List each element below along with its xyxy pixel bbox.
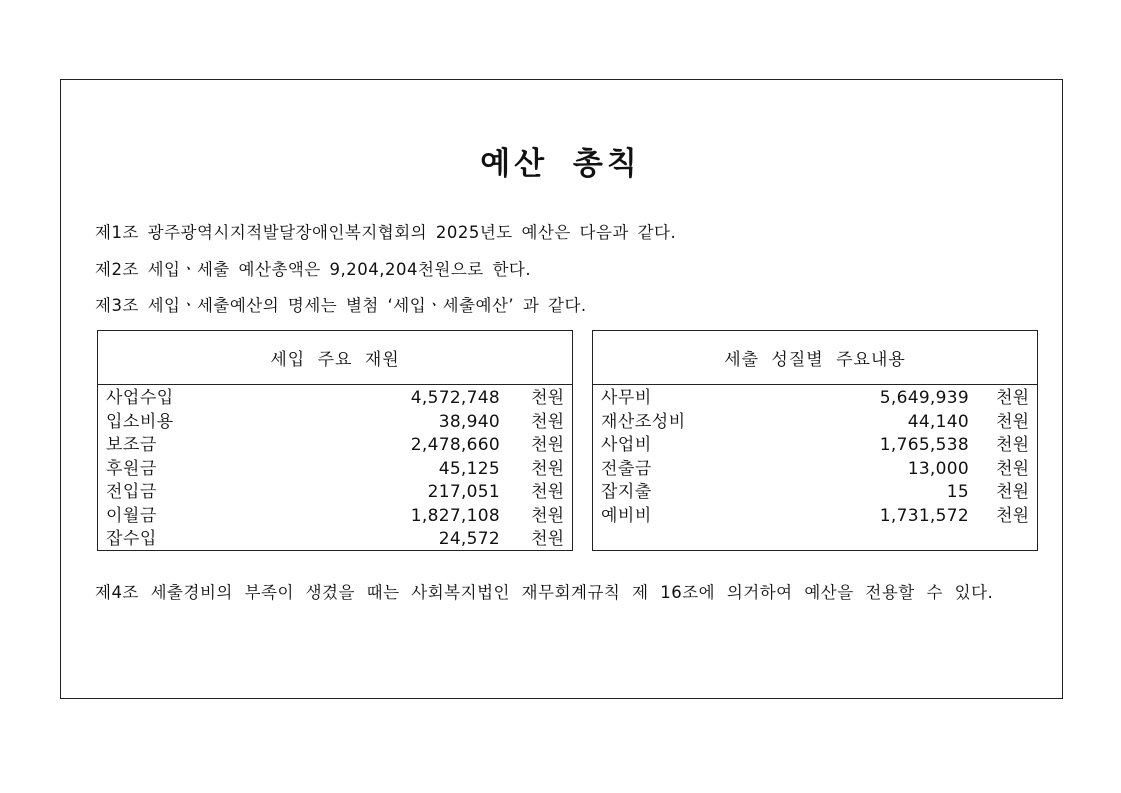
- article-3: 제3조 세입ㆍ세출예산의 명세는 별첨 ‘세입ㆍ세출예산’ 과 같다.: [95, 296, 587, 315]
- revenue-item-unit: 천원: [531, 388, 564, 408]
- table-row: [593, 411, 1037, 435]
- article-2: 제2조 세입ㆍ세출 예산총액은 9,204,204천원으로 한다.: [95, 260, 532, 279]
- expenditure-item-name: 예비비: [601, 505, 652, 526]
- revenue-item-name: 사업수입: [106, 388, 174, 408]
- expenditure-item-unit: 천원: [996, 411, 1029, 432]
- expenditure-item-name: 재산조성비: [601, 411, 686, 432]
- expenditure-item-amount: 44,140: [907, 411, 969, 432]
- expenditure-item-amount: 1,731,572: [879, 505, 969, 526]
- expenditure-item-unit: 천원: [996, 458, 1029, 479]
- expenditure-item-amount: 15: [946, 482, 969, 502]
- revenue-item-unit: 천원: [531, 411, 564, 432]
- expenditure-item-name: 사업비: [601, 435, 652, 455]
- expenditure-item-amount: 1,765,538: [879, 435, 969, 455]
- revenue-item-unit: 천원: [531, 458, 564, 479]
- expenditure-item-unit: 천원: [996, 388, 1029, 408]
- article-4: 제4조 세출경비의 부족이 생겼을 때는 사회복지법인 재무회계규칙 제 16조에 의거하여 예산을 전용할 수 있다.: [95, 583, 994, 602]
- revenue-item-amount: 38,940: [438, 411, 500, 432]
- expenditure-item-name: 잡지출: [601, 482, 652, 502]
- table-row: [593, 387, 1037, 411]
- revenue-item-name: 잡수입: [106, 529, 157, 549]
- revenue-item-name: 보조금: [106, 435, 157, 455]
- page-title: 예산 총칙: [480, 146, 641, 182]
- table-row: [98, 505, 572, 529]
- expenditure-item-name: 전출금: [601, 458, 652, 479]
- table-row: [98, 387, 572, 411]
- revenue-item-name: 이월금: [106, 505, 157, 526]
- table-row: [98, 528, 572, 552]
- revenue-item-amount: 217,051: [427, 482, 500, 502]
- revenue-table: [97, 330, 573, 551]
- expenditure-table: [592, 330, 1038, 551]
- revenue-item-amount: 45,125: [438, 458, 500, 479]
- expenditure-item-unit: 천원: [996, 435, 1029, 455]
- table-row: [593, 434, 1037, 458]
- revenue-item-amount: 2,478,660: [410, 435, 500, 455]
- expenditure-item-amount: 5,649,939: [879, 388, 969, 408]
- table-row: [593, 481, 1037, 505]
- table-row: [98, 434, 572, 458]
- revenue-item-name: 후원금: [106, 458, 157, 479]
- table-row: [98, 458, 572, 482]
- revenue-item-unit: 천원: [531, 529, 564, 549]
- revenue-table-header: 세입 주요 재원: [98, 331, 572, 385]
- table-row: [98, 481, 572, 505]
- expenditure-item-unit: 천원: [996, 505, 1029, 526]
- revenue-item-name: 입소비용: [106, 411, 174, 432]
- article-1: 제1조 광주광역시지적발달장애인복지협회의 2025년도 예산은 다음과 같다.: [95, 223, 677, 242]
- table-row: [98, 411, 572, 435]
- expenditure-item-unit: 천원: [996, 482, 1029, 502]
- revenue-item-name: 전입금: [106, 482, 157, 502]
- expenditure-item-amount: 13,000: [907, 458, 969, 479]
- revenue-item-unit: 천원: [531, 505, 564, 526]
- revenue-item-amount: 4,572,748: [410, 388, 500, 408]
- expenditure-table-header: 세출 성질별 주요내용: [593, 331, 1037, 385]
- revenue-item-unit: 천원: [531, 482, 564, 502]
- table-row: [593, 505, 1037, 529]
- table-row: [593, 458, 1037, 482]
- revenue-item-amount: 1,827,108: [410, 505, 500, 526]
- revenue-item-amount: 24,572: [438, 529, 500, 549]
- revenue-item-unit: 천원: [531, 435, 564, 455]
- expenditure-item-name: 사무비: [601, 388, 652, 408]
